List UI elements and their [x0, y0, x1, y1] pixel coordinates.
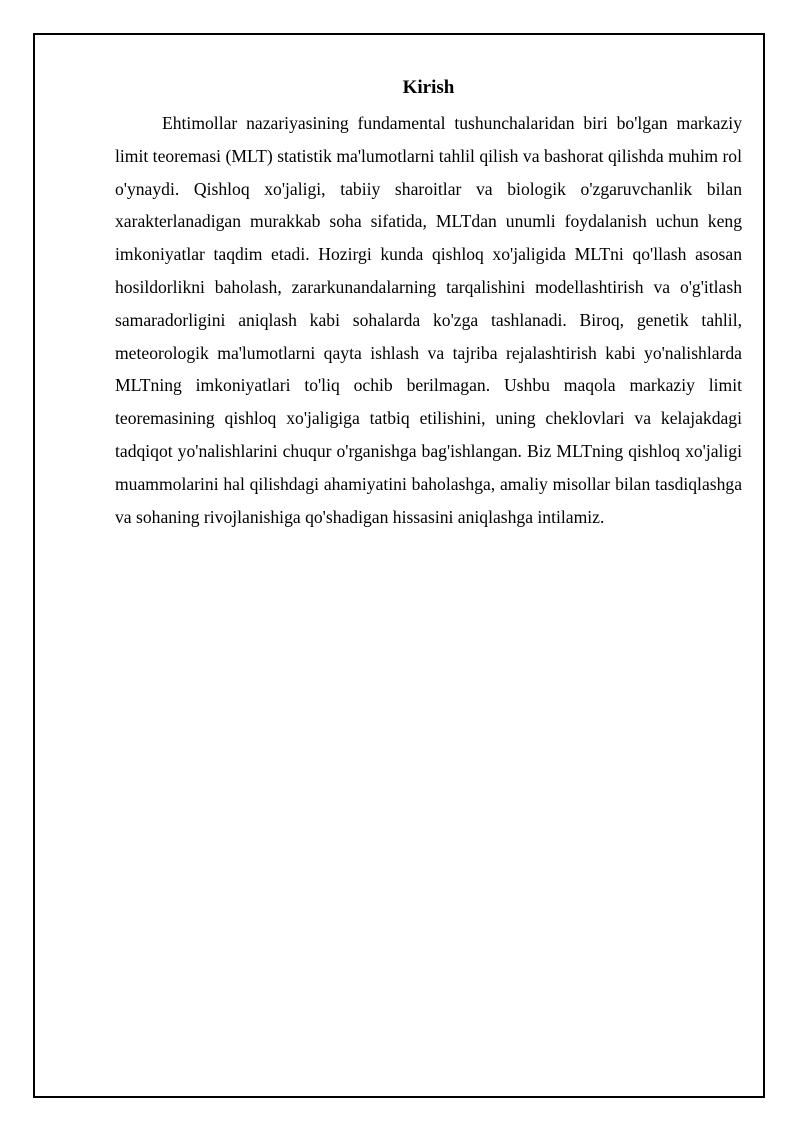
body-paragraph: Ehtimollar nazariyasining fundamental tushunchalaridan biri bo'lgan markaziy limit teoremasi (MLT) statistik ma'lumotlarni tahlil qilish va bashorat qilishda muhim rol o'ynaydi. Qishloq xo'jaligi, tabiiy sharoitlar va biologik o'zgaruvchanlik bilan xarakterlanadigan murakkab soha sifatida, MLTdan unumli foydalanish uchun keng imkoniyatlar taqdim etadi. Hozirgi kunda qishloq xo'jaligida MLTni qo'llash asosan hosildorlikni baholash, zararkunandalarning tarqalishini modellashtirish va o'g'itlash samaradorligini aniqlash kabi sohalarda ko'zga tashlanadi. Biroq, genetik tahlil, meteorologik ma'lumotlarni qayta ishlash va tajriba rejalashtirish kabi yo'nalishlarda MLTning imkoniyatlari to'liq ochib berilmagan. Ushbu maqola markaziy limit teoremasining qishloq xo'jaligiga tatbiq etilishini, uning cheklovlari va kelajakdagi tadqiqot yo'nalishlarini chuqur o'rganishga bag'ishlangan. Biz MLTning qishloq xo'jaligi muammolarini hal qilishdagi ahamiyatini baholashga, amaliy misollar bilan tasdiqlashga va sohaning rivojlanishiga qo'shadigan hissasini aniqlashga intilamiz. [115, 113, 742, 527]
section-title: Kirish [402, 77, 455, 98]
